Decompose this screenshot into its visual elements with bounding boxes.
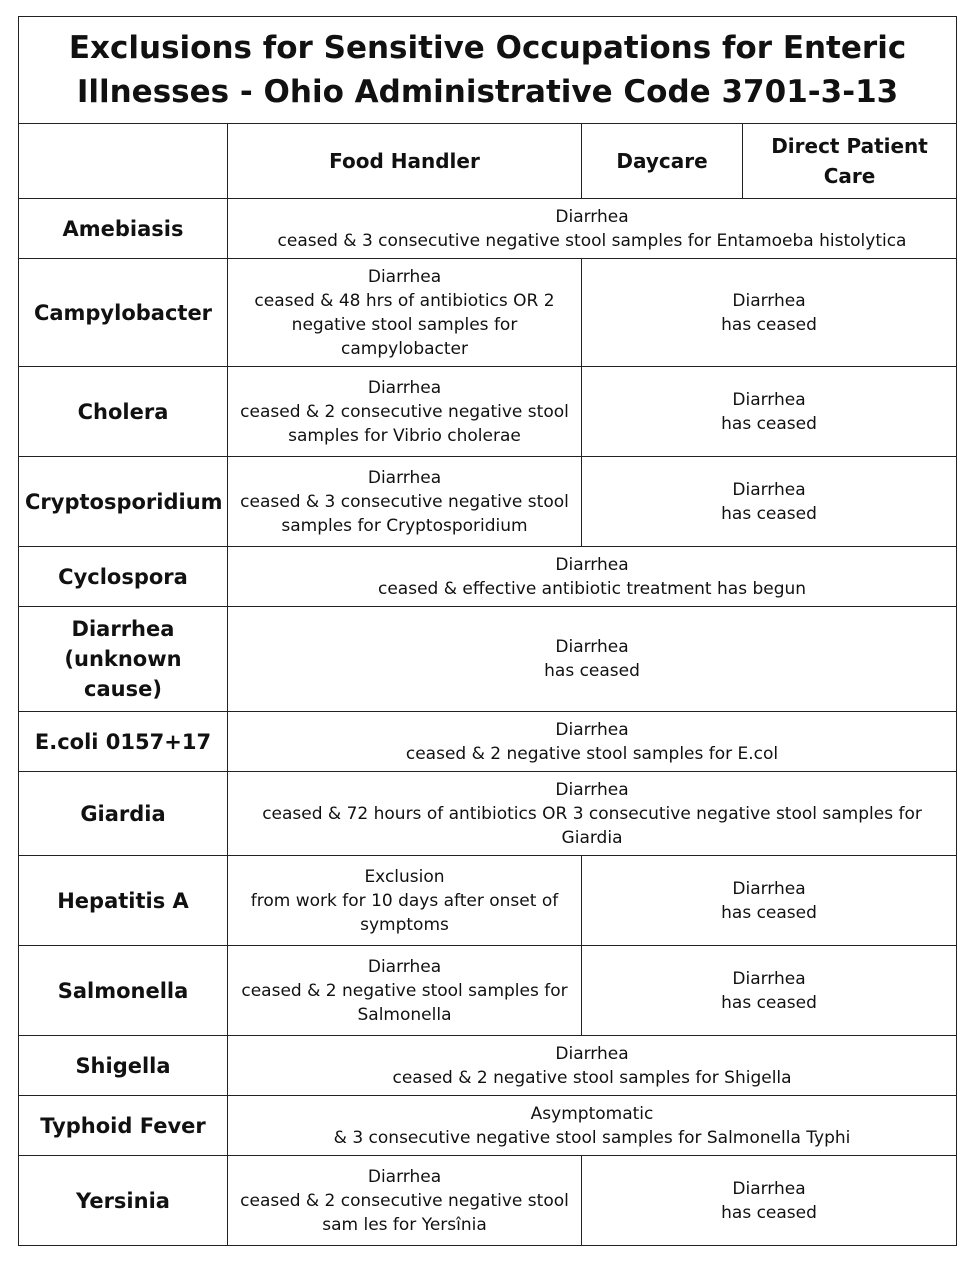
illness-name bbox=[19, 607, 228, 712]
exclusion-criteria-cell bbox=[228, 547, 957, 607]
exclusions-table bbox=[18, 16, 957, 1246]
table-row bbox=[19, 1096, 957, 1156]
table-row bbox=[19, 607, 957, 712]
criteria-detail: has ceased bbox=[544, 661, 640, 681]
illness-name bbox=[19, 772, 228, 856]
illness-name-line: Campylobacter bbox=[33, 300, 213, 325]
criteria-detail: ceased & 2 consecutive negative stool sam les for Yersînia bbox=[240, 1190, 569, 1235]
illness-name-line: Giardia bbox=[80, 801, 166, 826]
header-daycare: Daycare bbox=[582, 124, 743, 199]
title-line-1: Exclusions for Sensitive Occupations for Enteric bbox=[68, 30, 907, 66]
illness-name-line: Cholera bbox=[77, 399, 169, 424]
criteria-detail: has ceased bbox=[721, 902, 817, 923]
table-row bbox=[19, 457, 957, 547]
exclusion-criteria-cell bbox=[228, 457, 582, 547]
header-direct-patient-care: Direct Patient Care bbox=[743, 124, 957, 199]
table-row bbox=[19, 199, 957, 259]
illness-name bbox=[19, 367, 228, 457]
criteria-heading: Diarrhea bbox=[555, 637, 629, 657]
illness-name bbox=[19, 1036, 228, 1096]
exclusion-criteria-cell bbox=[228, 1036, 957, 1096]
exclusion-criteria-cell bbox=[228, 607, 957, 712]
illness-name bbox=[19, 1156, 228, 1246]
table-row bbox=[19, 856, 957, 946]
exclusion-criteria-cell bbox=[228, 856, 582, 946]
criteria-heading: Diarrhea bbox=[555, 206, 629, 227]
illness-name-line: Yersinia bbox=[76, 1188, 170, 1213]
exclusion-criteria-cell bbox=[228, 772, 957, 856]
exclusion-criteria-cell bbox=[228, 1096, 957, 1156]
header-food-handler: Food Handler bbox=[228, 124, 582, 199]
criteria-detail: has ceased bbox=[721, 314, 817, 335]
illness-name bbox=[19, 259, 228, 367]
illness-name bbox=[19, 856, 228, 946]
exclusion-criteria-cell bbox=[582, 457, 957, 547]
criteria-detail: ceased & 48 hrs of antibiotics OR 2 negative stool samples for campylobacter bbox=[254, 290, 555, 359]
exclusion-criteria-cell bbox=[228, 1156, 582, 1246]
criteria-detail: ceased & 2 negative stool samples for Shigella bbox=[392, 1067, 792, 1088]
exclusion-criteria-cell bbox=[228, 712, 957, 772]
criteria-heading: Diarrhea bbox=[555, 719, 629, 740]
illness-name-line: Typhoid Fever bbox=[40, 1113, 206, 1138]
criteria-heading: Diarrhea bbox=[555, 1043, 629, 1064]
table-row bbox=[19, 1156, 957, 1246]
exclusion-criteria-cell bbox=[228, 259, 582, 367]
criteria-heading: Diarrhea bbox=[367, 266, 442, 287]
criteria-heading: Diarrhea bbox=[367, 956, 442, 977]
illness-name bbox=[19, 547, 228, 607]
exclusion-criteria-cell bbox=[228, 946, 582, 1036]
criteria-detail: ceased & 2 negative stool samples for Salmonella bbox=[241, 980, 568, 1025]
table-row bbox=[19, 547, 957, 607]
criteria-heading: Diarrhea bbox=[732, 968, 806, 989]
criteria-heading: Exclusion bbox=[364, 866, 445, 887]
title-line-2: Illnesses - Ohio Administrative Code 3701-3-13 bbox=[76, 74, 899, 110]
illness-name bbox=[19, 199, 228, 259]
table-row bbox=[19, 367, 957, 457]
criteria-detail: ceased & 2 consecutive negative stool samples for Vibrio cholerae bbox=[240, 401, 569, 446]
page-title bbox=[19, 17, 957, 124]
title-row bbox=[19, 17, 957, 124]
criteria-detail: has ceased bbox=[721, 503, 817, 524]
table-row bbox=[19, 946, 957, 1036]
illness-name-line: Shigella bbox=[75, 1053, 171, 1078]
criteria-heading: Diarrhea bbox=[367, 467, 442, 488]
illness-name bbox=[19, 946, 228, 1036]
criteria-heading: Diarrhea bbox=[367, 1166, 442, 1187]
criteria-detail: ceased & effective antibiotic treatment has begun bbox=[378, 578, 807, 599]
exclusions-document bbox=[18, 16, 956, 1246]
illness-name-line: Amebiasis bbox=[62, 216, 184, 241]
illness-name bbox=[19, 712, 228, 772]
table-row bbox=[19, 772, 957, 856]
table-row bbox=[19, 259, 957, 367]
illness-name bbox=[19, 1096, 228, 1156]
illness-name bbox=[19, 457, 228, 547]
criteria-heading: Diarrhea bbox=[732, 389, 806, 410]
header-row bbox=[19, 124, 957, 199]
illness-name-line: Cryptosporidium bbox=[25, 489, 223, 514]
criteria-detail: & 3 consecutive negative stool samples for Salmonella Typhi bbox=[333, 1127, 851, 1148]
exclusion-criteria-cell bbox=[582, 1156, 957, 1246]
exclusion-criteria-cell bbox=[582, 259, 957, 367]
illness-name-line: Hepatitis A bbox=[57, 888, 189, 913]
criteria-heading: Diarrhea bbox=[367, 377, 442, 398]
criteria-detail: ceased & 3 consecutive negative stool samples for Cryptosporidium bbox=[240, 491, 569, 536]
criteria-heading: Diarrhea bbox=[732, 878, 806, 899]
criteria-detail: has ceased bbox=[721, 413, 817, 434]
criteria-detail: ceased & 72 hours of antibiotics OR 3 consecutive negative stool samples for Giardia bbox=[262, 803, 922, 848]
exclusion-criteria-cell bbox=[582, 367, 957, 457]
criteria-heading: Diarrhea bbox=[732, 479, 806, 500]
illness-name-line: (unknown cause) bbox=[64, 647, 182, 701]
criteria-heading: Diarrhea bbox=[555, 554, 629, 575]
table-row bbox=[19, 1036, 957, 1096]
criteria-heading: Diarrhea bbox=[555, 779, 629, 800]
criteria-heading: Diarrhea bbox=[732, 1178, 806, 1199]
criteria-detail: has ceased bbox=[721, 1202, 817, 1223]
criteria-detail: has ceased bbox=[721, 992, 817, 1013]
criteria-detail: ceased & 2 negative stool samples for E.col bbox=[405, 743, 779, 764]
criteria-heading: Asymptomatic bbox=[530, 1103, 654, 1124]
exclusion-criteria-cell bbox=[582, 946, 957, 1036]
table-row bbox=[19, 712, 957, 772]
header-blank bbox=[19, 124, 228, 199]
illness-name-line: E.coli 0157+17 bbox=[34, 729, 212, 754]
exclusion-criteria-cell bbox=[228, 367, 582, 457]
exclusion-criteria-cell bbox=[228, 199, 957, 259]
criteria-detail: ceased & 3 consecutive negative stool samples for Entamoeba histolytica bbox=[277, 230, 907, 251]
illness-name-line: Diarrhea bbox=[71, 617, 175, 641]
illness-name-line: Salmonella bbox=[57, 978, 189, 1003]
exclusion-criteria-cell bbox=[582, 856, 957, 946]
illness-name-line: Cyclospora bbox=[58, 564, 188, 589]
criteria-detail: from work for 10 days after onset of symptoms bbox=[250, 890, 559, 935]
criteria-heading: Diarrhea bbox=[732, 290, 806, 311]
